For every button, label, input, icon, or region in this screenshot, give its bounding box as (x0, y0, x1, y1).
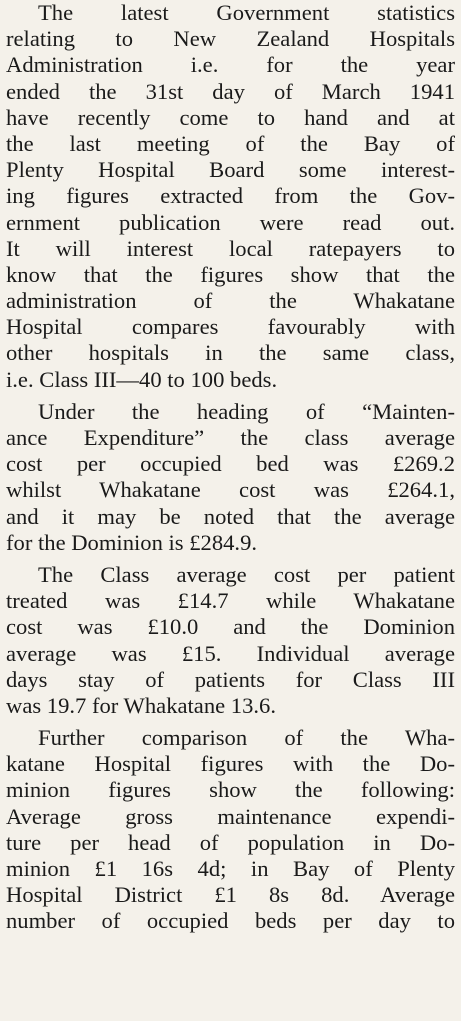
text-line: for the Dominion is £284.9. (6, 529, 258, 555)
text-line: katane Hospital figures with the Do- (6, 751, 455, 777)
text-line: number of occupied beds per day to (6, 908, 455, 934)
paragraph-further-comparison (6, 725, 455, 935)
text-line: and it may be noted that the average (6, 503, 455, 529)
text-line: Hospital compares favourably with (6, 314, 455, 340)
text-line: ended the 31st day of March 1941 (6, 78, 455, 104)
text-line: minion £1 16s 4d; in Bay of Plenty (6, 856, 455, 881)
text-line: Administration i.e. for the year (6, 52, 455, 78)
text-line: average was £15. Individual average (6, 640, 455, 666)
text-line: minion figures show the following: (6, 777, 455, 803)
text-line: other hospitals in the same class, (6, 340, 455, 366)
text-line: whilst Whakatane cost was £264.1, (6, 477, 455, 503)
text-line: the last meeting of the Bay of (6, 130, 455, 156)
text-line: ing figures extracted from the Gov- (6, 183, 455, 209)
text-line: Hospital District £1 8s 8d. Average (6, 882, 455, 908)
text-line: know that the figures show that the (6, 261, 455, 287)
text-line: It will interest local ratepayers to (6, 235, 455, 261)
text-line: Under the heading of “Mainten- (38, 398, 455, 424)
text-line: was 19.7 for Whakatane 13.6. (6, 692, 276, 718)
text-line: relating to New Zealand Hospitals (6, 26, 455, 52)
text-line: days stay of patients for Class III (6, 666, 455, 692)
text-line: Average gross maintenance expendi- (6, 803, 455, 829)
text-line: cost per occupied bed was £269.2 (6, 451, 455, 477)
text-line: ture per head of population in Do- (6, 829, 455, 855)
paragraph-maintenance-expenditure (6, 399, 455, 556)
text-line: i.e. Class III—40 to 100 beds. (6, 366, 278, 392)
paragraph-cost-per-patient (6, 562, 455, 719)
paragraph-statistics-intro (6, 0, 455, 393)
text-line: ernment publication were read out. (6, 209, 455, 235)
text-line: The latest Government statistics (38, 0, 455, 25)
text-line: The Class average cost per patient (38, 561, 455, 587)
text-line: cost was £10.0 and the Dominion (6, 614, 455, 640)
text-line: administration of the Whakatane (6, 288, 455, 314)
text-line: treated was £14.7 while Whakatane (6, 588, 455, 614)
text-line: ance Expenditure” the class average (6, 425, 455, 450)
text-line: Further comparison of the Wha- (38, 725, 455, 751)
text-line: have recently come to hand and at (6, 104, 455, 130)
text-line: Plenty Hospital Board some interest- (6, 157, 455, 183)
